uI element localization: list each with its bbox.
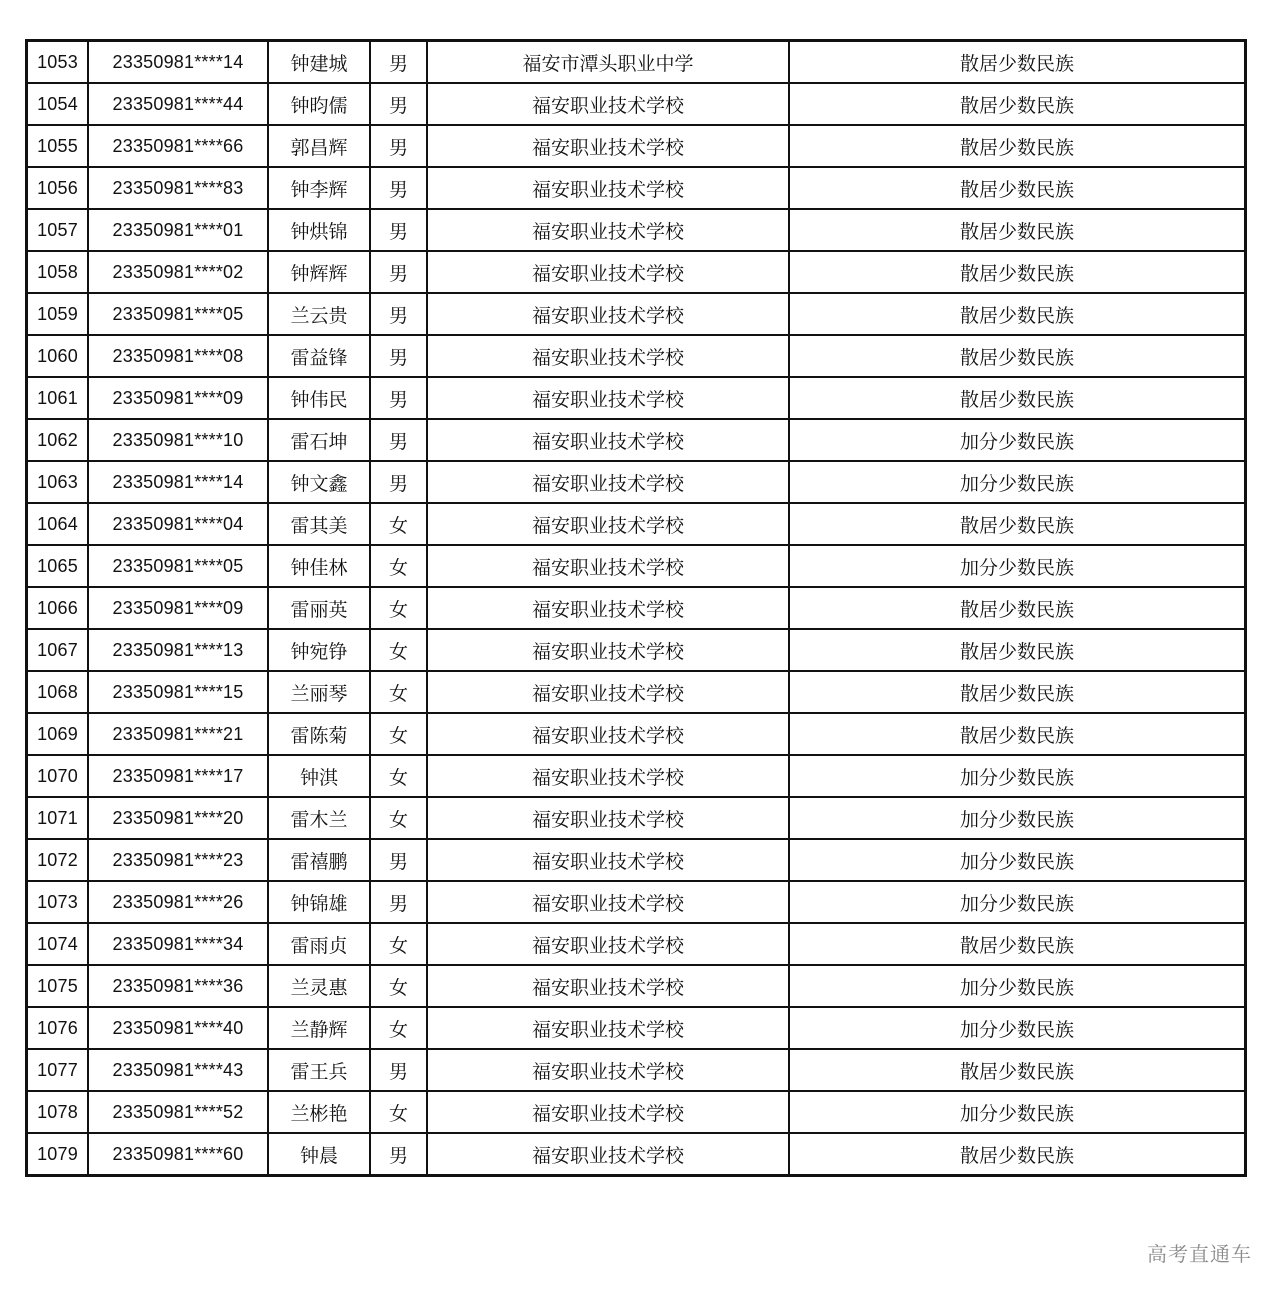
cell-name: 雷禧鹏	[268, 839, 370, 881]
table-row	[27, 839, 1246, 881]
cell-sex: 男	[370, 377, 427, 419]
cell-category: 散居少数民族	[789, 377, 1246, 419]
cell-exam-id: 23350981****26	[88, 881, 268, 923]
table-row	[27, 797, 1246, 839]
cell-school: 福安职业技术学校	[427, 335, 789, 377]
table-row	[27, 587, 1246, 629]
cell-school: 福安职业技术学校	[427, 125, 789, 167]
cell-name: 钟淇	[268, 755, 370, 797]
table-row	[27, 461, 1246, 503]
cell-sex: 女	[370, 587, 427, 629]
cell-category: 加分少数民族	[789, 1091, 1246, 1133]
cell-exam-id: 23350981****09	[88, 377, 268, 419]
cell-seq: 1054	[27, 83, 89, 125]
cell-exam-id: 23350981****01	[88, 209, 268, 251]
cell-category: 加分少数民族	[789, 545, 1246, 587]
cell-seq: 1066	[27, 587, 89, 629]
table-row	[27, 545, 1246, 587]
cell-category: 散居少数民族	[789, 923, 1246, 965]
cell-exam-id: 23350981****08	[88, 335, 268, 377]
cell-exam-id: 23350981****13	[88, 629, 268, 671]
cell-exam-id: 23350981****15	[88, 671, 268, 713]
cell-exam-id: 23350981****05	[88, 293, 268, 335]
cell-school: 福安职业技术学校	[427, 587, 789, 629]
cell-sex: 女	[370, 1091, 427, 1133]
cell-sex: 女	[370, 923, 427, 965]
cell-name: 雷其美	[268, 503, 370, 545]
cell-name: 雷陈菊	[268, 713, 370, 755]
table-row	[27, 503, 1246, 545]
cell-exam-id: 23350981****34	[88, 923, 268, 965]
cell-school: 福安职业技术学校	[427, 1133, 789, 1176]
table-row	[27, 1007, 1246, 1049]
cell-school: 福安职业技术学校	[427, 209, 789, 251]
cell-category: 加分少数民族	[789, 419, 1246, 461]
cell-seq: 1079	[27, 1133, 89, 1176]
cell-sex: 男	[370, 881, 427, 923]
cell-name: 钟佳林	[268, 545, 370, 587]
roster-table-body	[27, 41, 1246, 1176]
cell-exam-id: 23350981****36	[88, 965, 268, 1007]
cell-category: 加分少数民族	[789, 1007, 1246, 1049]
cell-sex: 女	[370, 1007, 427, 1049]
table-row	[27, 671, 1246, 713]
cell-exam-id: 23350981****10	[88, 419, 268, 461]
cell-category: 加分少数民族	[789, 461, 1246, 503]
table-row	[27, 1133, 1246, 1176]
table-row	[27, 923, 1246, 965]
cell-exam-id: 23350981****17	[88, 755, 268, 797]
roster-table	[25, 39, 1247, 1177]
cell-school: 福安职业技术学校	[427, 293, 789, 335]
cell-category: 加分少数民族	[789, 797, 1246, 839]
cell-name: 兰灵惠	[268, 965, 370, 1007]
cell-school: 福安职业技术学校	[427, 881, 789, 923]
cell-seq: 1053	[27, 41, 89, 84]
cell-school: 福安职业技术学校	[427, 545, 789, 587]
table-row	[27, 1091, 1246, 1133]
cell-category: 散居少数民族	[789, 587, 1246, 629]
table-row	[27, 125, 1246, 167]
cell-name: 钟建城	[268, 41, 370, 84]
cell-name: 钟辉辉	[268, 251, 370, 293]
cell-sex: 女	[370, 797, 427, 839]
table-row	[27, 41, 1246, 84]
cell-name: 兰彬艳	[268, 1091, 370, 1133]
cell-seq: 1061	[27, 377, 89, 419]
cell-seq: 1064	[27, 503, 89, 545]
cell-category: 散居少数民族	[789, 1133, 1246, 1176]
watermark-text: 高考直通车	[1147, 1242, 1252, 1266]
table-row	[27, 965, 1246, 1007]
table-row	[27, 251, 1246, 293]
cell-seq: 1063	[27, 461, 89, 503]
cell-exam-id: 23350981****40	[88, 1007, 268, 1049]
table-row	[27, 755, 1246, 797]
cell-exam-id: 23350981****44	[88, 83, 268, 125]
cell-category: 散居少数民族	[789, 41, 1246, 84]
cell-name: 郭昌辉	[268, 125, 370, 167]
cell-name: 钟晨	[268, 1133, 370, 1176]
cell-school: 福安职业技术学校	[427, 1007, 789, 1049]
cell-school: 福安职业技术学校	[427, 923, 789, 965]
cell-seq: 1072	[27, 839, 89, 881]
table-row	[27, 419, 1246, 461]
cell-seq: 1059	[27, 293, 89, 335]
cell-sex: 女	[370, 629, 427, 671]
cell-seq: 1070	[27, 755, 89, 797]
cell-exam-id: 23350981****14	[88, 461, 268, 503]
cell-name: 雷石坤	[268, 419, 370, 461]
cell-exam-id: 23350981****05	[88, 545, 268, 587]
cell-seq: 1055	[27, 125, 89, 167]
cell-category: 散居少数民族	[789, 209, 1246, 251]
table-row	[27, 1049, 1246, 1091]
cell-exam-id: 23350981****14	[88, 41, 268, 84]
cell-name: 雷王兵	[268, 1049, 370, 1091]
cell-category: 散居少数民族	[789, 335, 1246, 377]
cell-name: 兰丽琴	[268, 671, 370, 713]
cell-seq: 1060	[27, 335, 89, 377]
table-row	[27, 209, 1246, 251]
table-row	[27, 293, 1246, 335]
cell-exam-id: 23350981****43	[88, 1049, 268, 1091]
cell-sex: 男	[370, 461, 427, 503]
cell-school: 福安职业技术学校	[427, 377, 789, 419]
cell-school: 福安职业技术学校	[427, 755, 789, 797]
cell-name: 雷益锋	[268, 335, 370, 377]
cell-name: 兰云贵	[268, 293, 370, 335]
cell-seq: 1069	[27, 713, 89, 755]
cell-seq: 1057	[27, 209, 89, 251]
cell-seq: 1056	[27, 167, 89, 209]
cell-sex: 男	[370, 251, 427, 293]
cell-sex: 女	[370, 503, 427, 545]
cell-sex: 男	[370, 839, 427, 881]
cell-sex: 男	[370, 1049, 427, 1091]
cell-category: 散居少数民族	[789, 167, 1246, 209]
cell-seq: 1058	[27, 251, 89, 293]
cell-category: 散居少数民族	[789, 1049, 1246, 1091]
cell-school: 福安职业技术学校	[427, 167, 789, 209]
cell-exam-id: 23350981****09	[88, 587, 268, 629]
cell-school: 福安职业技术学校	[427, 503, 789, 545]
cell-school: 福安职业技术学校	[427, 419, 789, 461]
cell-seq: 1071	[27, 797, 89, 839]
cell-seq: 1076	[27, 1007, 89, 1049]
table-row	[27, 713, 1246, 755]
cell-name: 钟伟民	[268, 377, 370, 419]
cell-name: 钟宛铮	[268, 629, 370, 671]
cell-seq: 1067	[27, 629, 89, 671]
cell-exam-id: 23350981****23	[88, 839, 268, 881]
cell-seq: 1065	[27, 545, 89, 587]
cell-school: 福安职业技术学校	[427, 83, 789, 125]
table-row	[27, 629, 1246, 671]
cell-sex: 男	[370, 1133, 427, 1176]
table-row	[27, 881, 1246, 923]
cell-sex: 男	[370, 419, 427, 461]
cell-sex: 女	[370, 545, 427, 587]
cell-category: 散居少数民族	[789, 629, 1246, 671]
cell-school: 福安职业技术学校	[427, 713, 789, 755]
cell-name: 钟昀儒	[268, 83, 370, 125]
cell-school: 福安职业技术学校	[427, 461, 789, 503]
cell-category: 散居少数民族	[789, 83, 1246, 125]
cell-name: 雷木兰	[268, 797, 370, 839]
cell-school: 福安市潭头职业中学	[427, 41, 789, 84]
cell-seq: 1068	[27, 671, 89, 713]
cell-name: 雷丽英	[268, 587, 370, 629]
cell-category: 加分少数民族	[789, 881, 1246, 923]
cell-category: 加分少数民族	[789, 755, 1246, 797]
cell-seq: 1075	[27, 965, 89, 1007]
cell-school: 福安职业技术学校	[427, 629, 789, 671]
cell-sex: 男	[370, 209, 427, 251]
cell-exam-id: 23350981****60	[88, 1133, 268, 1176]
cell-category: 散居少数民族	[789, 251, 1246, 293]
table-row	[27, 167, 1246, 209]
cell-seq: 1074	[27, 923, 89, 965]
cell-seq: 1078	[27, 1091, 89, 1133]
cell-exam-id: 23350981****83	[88, 167, 268, 209]
cell-seq: 1077	[27, 1049, 89, 1091]
cell-school: 福安职业技术学校	[427, 1049, 789, 1091]
cell-sex: 男	[370, 41, 427, 84]
cell-seq: 1062	[27, 419, 89, 461]
cell-exam-id: 23350981****02	[88, 251, 268, 293]
cell-school: 福安职业技术学校	[427, 797, 789, 839]
cell-seq: 1073	[27, 881, 89, 923]
cell-sex: 男	[370, 83, 427, 125]
cell-sex: 男	[370, 125, 427, 167]
cell-name: 兰静辉	[268, 1007, 370, 1049]
cell-name: 雷雨贞	[268, 923, 370, 965]
cell-exam-id: 23350981****66	[88, 125, 268, 167]
cell-exam-id: 23350981****52	[88, 1091, 268, 1133]
cell-sex: 女	[370, 755, 427, 797]
cell-exam-id: 23350981****04	[88, 503, 268, 545]
cell-name: 钟锦雄	[268, 881, 370, 923]
table-row	[27, 335, 1246, 377]
table-row	[27, 83, 1246, 125]
cell-school: 福安职业技术学校	[427, 671, 789, 713]
cell-sex: 男	[370, 293, 427, 335]
cell-name: 钟烘锦	[268, 209, 370, 251]
cell-school: 福安职业技术学校	[427, 839, 789, 881]
cell-category: 散居少数民族	[789, 713, 1246, 755]
cell-sex: 女	[370, 965, 427, 1007]
cell-exam-id: 23350981****21	[88, 713, 268, 755]
cell-category: 散居少数民族	[789, 125, 1246, 167]
table-row	[27, 377, 1246, 419]
cell-name: 钟文鑫	[268, 461, 370, 503]
cell-name: 钟李辉	[268, 167, 370, 209]
cell-sex: 男	[370, 167, 427, 209]
cell-sex: 男	[370, 335, 427, 377]
cell-school: 福安职业技术学校	[427, 965, 789, 1007]
cell-exam-id: 23350981****20	[88, 797, 268, 839]
cell-category: 加分少数民族	[789, 839, 1246, 881]
cell-category: 散居少数民族	[789, 503, 1246, 545]
cell-category: 加分少数民族	[789, 965, 1246, 1007]
cell-sex: 女	[370, 671, 427, 713]
cell-category: 散居少数民族	[789, 293, 1246, 335]
cell-category: 散居少数民族	[789, 671, 1246, 713]
cell-school: 福安职业技术学校	[427, 1091, 789, 1133]
cell-sex: 女	[370, 713, 427, 755]
cell-school: 福安职业技术学校	[427, 251, 789, 293]
